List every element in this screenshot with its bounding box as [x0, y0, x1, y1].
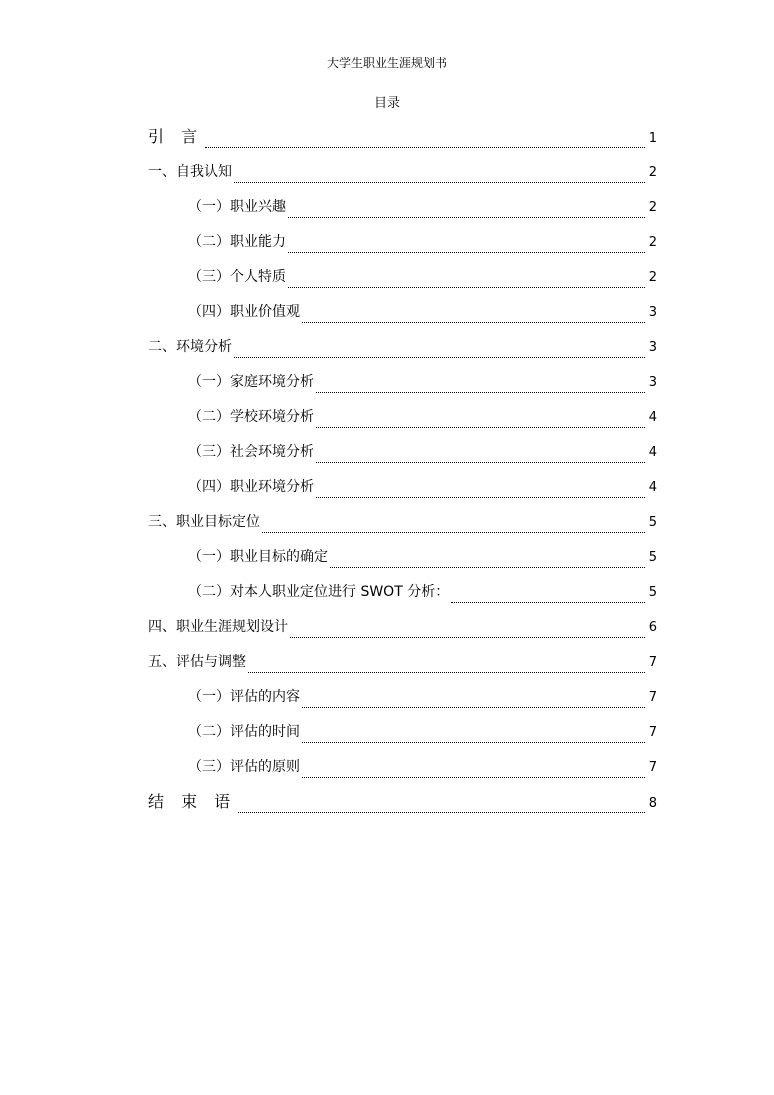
toc-entry-chapter[interactable]	[148, 159, 657, 194]
toc-entry-label: （二）学校环境分析	[188, 409, 314, 425]
toc-entry-chapter[interactable]	[148, 789, 657, 824]
toc-entry-section[interactable]	[148, 229, 657, 264]
toc-entry-section[interactable]	[148, 194, 657, 229]
toc-entry-section[interactable]	[148, 299, 657, 334]
toc-dot-leader	[302, 777, 645, 778]
toc-entry-section[interactable]	[148, 544, 657, 579]
toc-page-number: 5	[648, 550, 657, 565]
toc-dot-leader	[262, 532, 645, 533]
toc-entry-label: 结 束 语	[148, 792, 237, 811]
toc-entry-label: （一）评估的内容	[188, 689, 300, 705]
toc-page-number: 1	[648, 131, 657, 146]
toc-dot-leader	[234, 182, 645, 183]
toc-page-number: 4	[648, 480, 657, 495]
toc-entry-section[interactable]	[148, 369, 657, 404]
toc-page-number: 3	[648, 340, 657, 355]
toc-page-number: 7	[648, 725, 657, 740]
toc-page-number: 7	[648, 760, 657, 775]
toc-entry-label: （四）职业价值观	[188, 304, 300, 320]
toc-entry-label: 五、评估与调整	[148, 654, 246, 670]
toc-entry-label: （三）社会环境分析	[188, 444, 314, 460]
toc-page-number: 3	[648, 375, 657, 390]
toc-dot-leader	[330, 567, 645, 568]
toc-dot-leader	[316, 427, 645, 428]
toc-dot-leader	[288, 217, 645, 218]
toc-page-number: 4	[648, 445, 657, 460]
toc-entry-label: （二）对本人职业定位进行 SWOT 分析：	[188, 584, 450, 600]
toc-page-number: 2	[648, 235, 657, 250]
toc-entry-section[interactable]	[148, 404, 657, 439]
toc-entry-label: 三、职业目标定位	[148, 514, 260, 530]
toc-entry-chapter[interactable]	[148, 509, 657, 544]
toc-page-number: 5	[648, 515, 657, 530]
toc-entry-chapter[interactable]	[148, 124, 657, 159]
toc-page-number: 7	[648, 690, 657, 705]
toc-dot-leader	[316, 462, 645, 463]
toc-dot-leader	[234, 357, 645, 358]
toc-dot-leader	[302, 322, 645, 323]
toc-title: 目录	[373, 96, 400, 111]
toc-page-number: 5	[648, 585, 657, 600]
toc-entry-section[interactable]	[148, 719, 657, 754]
toc-entry-section[interactable]	[148, 439, 657, 474]
toc-entry-label: 一、自我认知	[148, 164, 232, 180]
toc-page-number: 8	[648, 796, 657, 811]
toc-entry-label: 四、职业生涯规划设计	[148, 619, 288, 635]
toc-dot-leader	[238, 812, 645, 813]
toc-entry-label: （一）职业兴趣	[188, 199, 286, 215]
toc-dot-leader	[288, 287, 645, 288]
document-header-title: 大学生职业生涯规划书	[326, 56, 447, 70]
toc-dot-leader	[316, 392, 645, 393]
table-of-contents	[148, 124, 657, 824]
toc-entry-section[interactable]	[148, 474, 657, 509]
toc-entry-chapter[interactable]	[148, 334, 657, 369]
toc-dot-leader	[302, 742, 645, 743]
toc-entry-label: （一）职业目标的确定	[188, 549, 328, 565]
toc-dot-leader	[290, 637, 645, 638]
toc-page-number: 7	[648, 655, 657, 670]
toc-entry-section[interactable]	[148, 754, 657, 789]
toc-dot-leader	[451, 602, 645, 603]
toc-entry-label: （二）评估的时间	[188, 724, 300, 740]
toc-entry-label: （四）职业环境分析	[188, 479, 314, 495]
toc-dot-leader	[316, 497, 645, 498]
toc-entry-label: （三）个人特质	[188, 269, 286, 285]
toc-entry-section[interactable]	[148, 579, 657, 614]
toc-entry-chapter[interactable]	[148, 649, 657, 684]
toc-entry-label: （三）评估的原则	[188, 759, 300, 775]
toc-entry-label: 二、环境分析	[148, 339, 232, 355]
toc-entry-label: （二）职业能力	[188, 234, 286, 250]
toc-page-number: 2	[648, 200, 657, 215]
toc-entry-section[interactable]	[148, 684, 657, 719]
toc-dot-leader	[248, 672, 645, 673]
toc-page-number: 4	[648, 410, 657, 425]
toc-page-number: 2	[648, 270, 657, 285]
toc-entry-label: （一）家庭环境分析	[188, 374, 314, 390]
toc-entry-chapter[interactable]	[148, 614, 657, 649]
toc-dot-leader	[302, 707, 645, 708]
toc-page-number: 6	[648, 620, 657, 635]
toc-dot-leader	[205, 147, 645, 148]
toc-page-number: 3	[648, 305, 657, 320]
toc-page-number: 2	[648, 165, 657, 180]
toc-entry-label: 引 言	[148, 127, 204, 146]
toc-entry-section[interactable]	[148, 264, 657, 299]
toc-dot-leader	[288, 252, 645, 253]
